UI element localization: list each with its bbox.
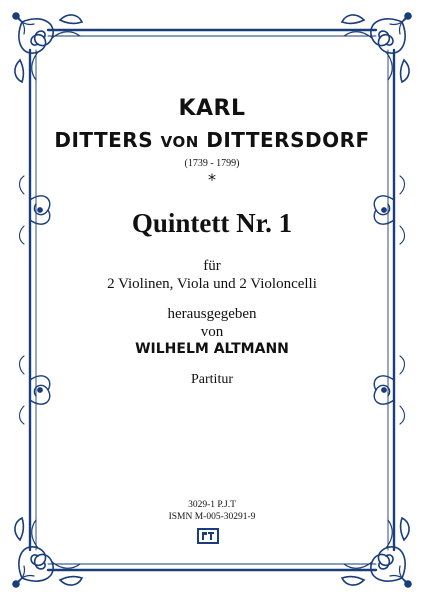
composer-dates: (1739 - 1799) bbox=[184, 158, 240, 169]
edited-label: herausgegeben bbox=[167, 306, 257, 322]
composer-first-name: KARL bbox=[178, 96, 246, 121]
instrumentation: 2 Violinen, Viola und 2 Violoncelli bbox=[107, 276, 317, 292]
instrumentation-for-label: für bbox=[203, 258, 221, 274]
separator-asterisk: * bbox=[208, 170, 216, 189]
by-label: von bbox=[200, 324, 224, 340]
edition-format: Partitur bbox=[191, 372, 233, 387]
composer-last-name-part1: DITTERS bbox=[54, 128, 154, 152]
editor-name: WILHELM ALTMANN bbox=[135, 341, 289, 357]
publisher-monogram-logo bbox=[197, 528, 219, 544]
work-title: Quintett Nr. 1 bbox=[131, 208, 293, 238]
catalog-number: 3029-1 P.J.T bbox=[188, 500, 236, 510]
composer-last-name bbox=[0, 128, 424, 152]
composer-name-particle: VON bbox=[160, 133, 199, 151]
composer-last-name-part2: DITTERSDORF bbox=[206, 128, 370, 152]
ismn-number: ISMN M-005-30291-9 bbox=[168, 512, 256, 522]
